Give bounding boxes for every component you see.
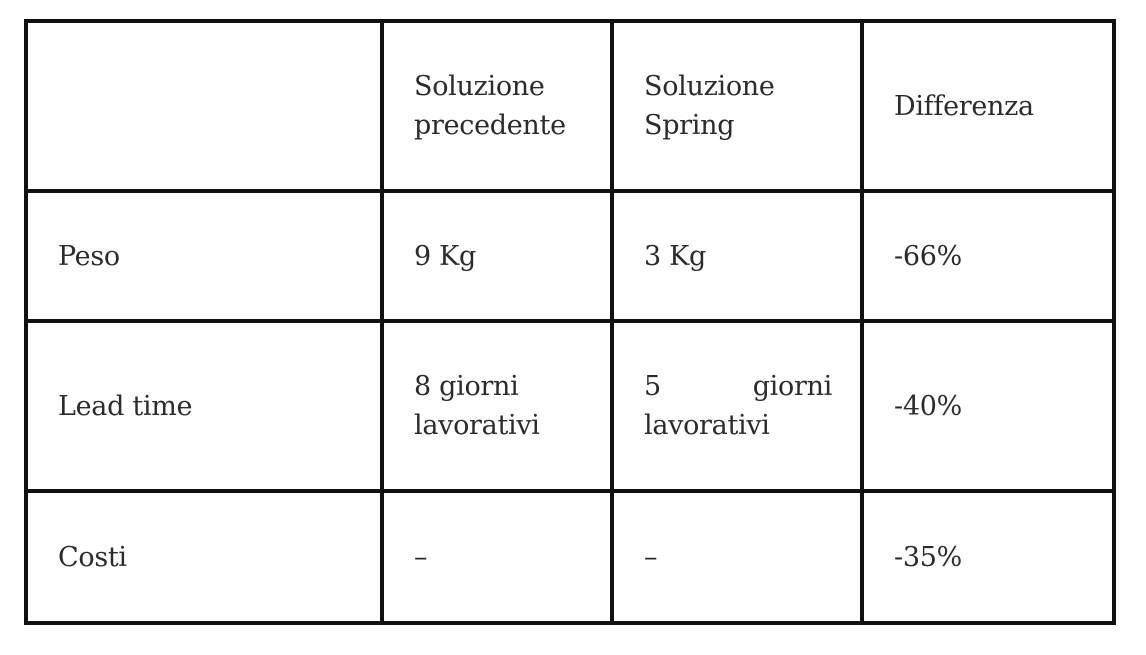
costs-spring-value: – [612,491,862,623]
row-label-lead-time: Lead time [26,321,382,491]
lead-time-spring-unit: giorni [752,371,832,402]
weight-spring-value: 3 Kg [612,191,862,321]
lead-time-previous-line2: lavorativi [414,410,540,441]
header-difference: Differenza [862,21,1114,191]
weight-previous-value: 9 Kg [382,191,612,321]
table-row-lead-time [26,321,1114,491]
row-label-weight: Peso [26,191,382,321]
table-row-weight [26,191,1114,321]
comparison-table-container [24,19,1112,621]
lead-time-difference-value: -40% [862,321,1114,491]
lead-time-spring-line1 [644,367,832,406]
header-corner-cell [26,21,382,191]
header-spring-solution: Soluzione Spring [612,21,862,191]
lead-time-spring-value [612,321,862,491]
row-label-costs: Costi [26,491,382,623]
lead-time-previous-value [382,321,612,491]
weight-difference-value: -66% [862,191,1114,321]
lead-time-previous-line1: 8 giorni [414,371,519,402]
table-row-costs [26,491,1114,623]
costs-difference-value: -35% [862,491,1114,623]
table-header-row [26,21,1114,191]
lead-time-spring-line2: lavorativi [644,410,770,441]
comparison-table [24,19,1116,625]
costs-previous-value: – [382,491,612,623]
lead-time-spring-number: 5 [644,371,661,402]
header-previous-solution: Soluzione precedente [382,21,612,191]
